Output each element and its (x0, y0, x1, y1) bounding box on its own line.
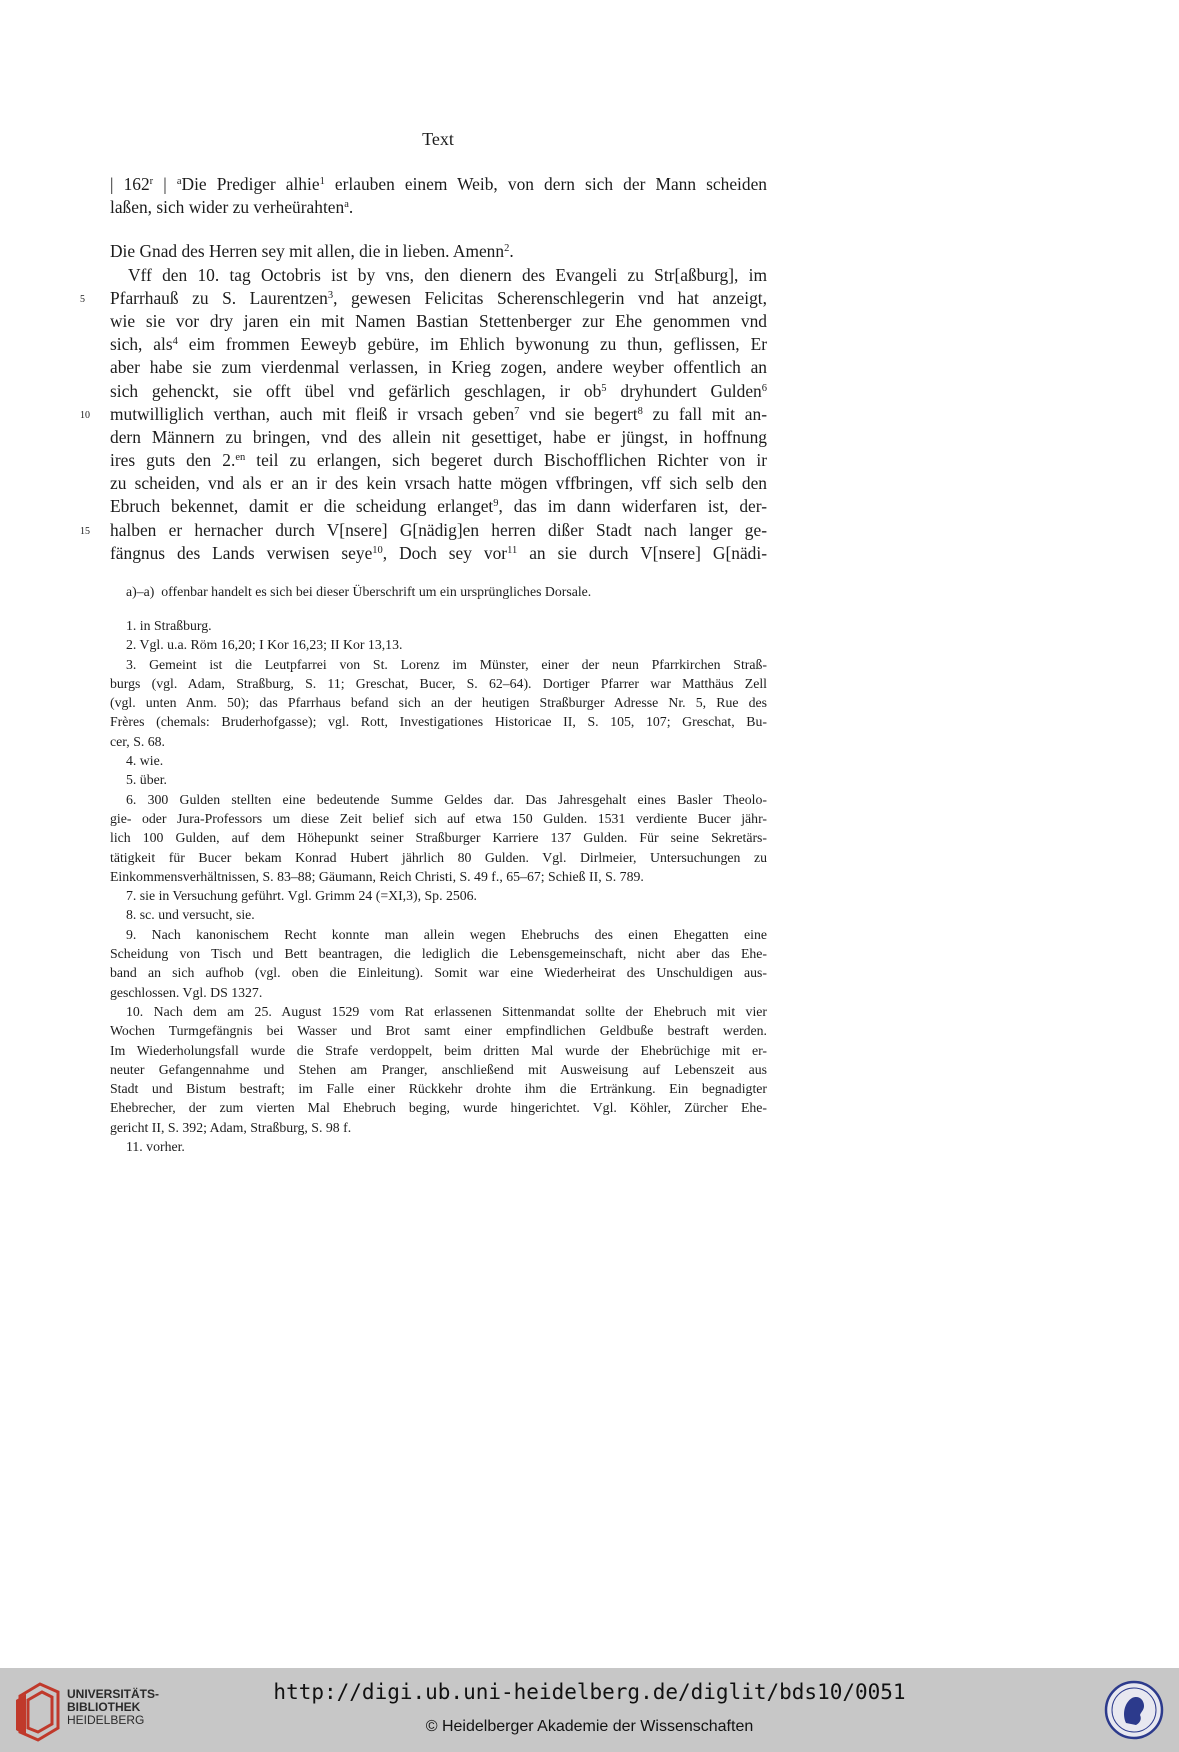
copyright-notice: © Heidelberger Akademie der Wissenschaften (425, 1718, 754, 1735)
running-title: Text (422, 129, 454, 149)
line-number: 10 (80, 409, 90, 421)
footnote: 10. Nach dem am 25. August 1529 vom Rat erlassenen Sittenmandat sollte der Ehebruch mit vier (126, 1003, 767, 1019)
text-line: laßen, sich wider zu verheürahten$^a$. (110, 197, 354, 218)
text-line: | 162$^r$ | $^a$Die Prediger alhie$^1$ erlauben einem Weib, von dern sich der Mann scheiden (110, 174, 767, 194)
permalink-url[interactable]: http://digi.ub.uni-heidelberg.de/diglit/bds10/0051 (273, 1680, 906, 1704)
footnote-line: burgs (vgl. Adam, Straßburg, S. 11; Greschat, Bucer, S. 62–64). Dortiger Pfarrer war Matthäus Zell (110, 675, 767, 691)
text-line: ires guts den 2.$^{en}$ teil zu erlangen, sich begeret durch Bischofflichen Richter von ir (110, 450, 768, 471)
footnote: 9. Nach kanonischem Recht konnte man allein wegen Ehebruchs des einen Ehegatten eine (126, 926, 767, 942)
footnote: 7. sie in Versuchung geführt. Vgl. Grimm 24 (=XI,3), Sp. 2506. (126, 888, 478, 904)
footnote: 11. vorher. (126, 1139, 185, 1155)
footnote-line: gericht II, S. 392; Adam, Straßburg, S. 98 f. (110, 1119, 352, 1135)
critical-apparatus: a)–a) offenbar handelt es sich bei dieser Überschrift um ein ursprüngliches Dorsale. (126, 584, 592, 599)
text-line: 15 halben er hernacher durch V[nsere] G[nädig]en herren dißer Stadt nach langer ge- (110, 519, 767, 542)
footnote: 6. 300 Gulden stellten eine bedeutende Summe Geldes dar. Das Jahresgehalt eines Basler Theolo- (126, 791, 767, 807)
footnote-line: cer, S. 68. (110, 733, 166, 749)
footnote-line: band an sich aufhob (vgl. oben die Einleitung). Somit war eine Wiederheirat des Unschuldigen aus- (110, 965, 767, 981)
footnote-line: neuter Gefangennahme und Stehen am Pranger, anschließend mit Ausweisung auf Lebenszeit aus (110, 1061, 767, 1077)
text-line: 10 mutwilliglich verthan, auch mit fleiß ir vrsach geben$^7$ vnd sie begert$^8$ zu fall mit an- (110, 403, 767, 426)
library-name: UNIVERSITÄTS- BIBLIOTHEK HEIDELBERG (67, 1687, 160, 1727)
footnote: 5. über. (126, 772, 167, 788)
line-number: 15 (80, 525, 90, 537)
footnote-line: Wochen Turmgefängnis bei Wasser und Brot samt einer empfindlichen Geldbuße bestraft werden. (110, 1023, 767, 1039)
text-line: zu scheiden, vnd als er an ir des kein vrsach hatte mögen vffbringen, vff sich selb den (110, 473, 767, 494)
text-line: Ebruch bekennet, damit er die scheidung erlanget$^9$, das im dann widerfaren ist, der- (110, 496, 767, 517)
text-line: wie sie vor dry jaren ein mit Namen Bastian Stettenberger zur Ehe genommen vnd (110, 310, 767, 331)
footnote-line: geschlossen. Vgl. DS 1327. (110, 984, 263, 1000)
text-line: aber habe sie zum vierdenmal verlassen, in Krieg zogen, andere weyber offentlich an (110, 357, 767, 378)
footnote-line: tätigkeit für Bucer bekam Konrad Hubert jährlich 80 Gulden. Vgl. Dirlmeier, Untersuchungen zu (110, 849, 767, 865)
text-line: dern Männern zu bringen, vnd des allein nit gesettiget, habe er jüngst, in hoffnung (110, 426, 767, 447)
footnote: 1. in Straßburg. (126, 618, 212, 633)
footnotes-block (110, 616, 767, 1156)
text-line: fängnus des Lands verwisen seye$^{10}$, Doch sey vor$^{11}$ an sie durch V[nsere] G[nädi- (110, 542, 767, 563)
main-text-block (80, 173, 768, 565)
footnote: 2. Vgl. u.a. Röm 16,20; I Kor 16,23; II Kor 13,13. (126, 637, 403, 653)
line-number: 5 (80, 293, 85, 305)
footnote-line: lich 100 Gulden, auf dem Höhepunkt seiner Straßburger Karriere 137 Gulden. Für seine Sekretärs- (110, 830, 767, 846)
footnote: 4. wie. (126, 753, 164, 769)
text-line: sich, als$^4$ eim frommen Eeweyb gebüre, im Ehlich bywonung zu thun, geflissen, Er (110, 334, 767, 355)
text-line: Vff den 10. tag Octobris ist by vns, den dienern des Evangeli zu Str[aßburg], im (128, 264, 767, 285)
footnote-line: Scheidung von Tisch und Bett beantragen, die lediglich die Lebensgemeinschaft, nicht aber das Ehe- (110, 946, 767, 962)
footer-bar (0, 1668, 1179, 1752)
footnote-line: Ehebrecher, der zum vierten Mal Ehebruch beging, wurde hingerichtet. Vgl. Köhler, Zürcher Ehe- (110, 1100, 767, 1116)
greeting-line: Die Gnad des Herren sey mit allen, die in lieben. Amenn$^2$. (110, 241, 514, 262)
footnote-line: Einkommensverhältnissen, S. 83–88; Gäumann, Reich Christi, S. 49 f., 65–67; Schieß II, S. 789. (110, 868, 644, 884)
text-line: sich gehenckt, sie offt übel vnd gefärlich geschlagen, ir $ob^5$ dryhundert Gulden$^6$ (110, 380, 767, 401)
text-line: 5 Pfarrhauß zu S. Laurentzen$^3$, gewesen Felicitas Scherenschlegerin vnd hat anzeigt, (110, 287, 767, 310)
footnote: 8. sc. und versucht, sie. (126, 907, 255, 923)
footnote-line: Frères (chemals: Bruderhofgasse); vgl. Rott, Investigationes Historicae II, S. 105, 107; Greschat, Bu- (110, 714, 767, 730)
footnote-line: gie- oder Jura-Professors um diese Zeit belief sich auf etwa 150 Gulden. 1531 verdiente Bucer jähr- (110, 810, 767, 826)
footnote-line: Im Wiederholungsfall wurde die Strafe verdoppelt, beim dritten Mal wurde der Ehebrüchige mit er- (110, 1042, 767, 1058)
footnote: 3. Gemeint ist die Leutpfarrei von St. Lorenz im Münster, einer der neun Pfarrkirchen Straß- (126, 656, 767, 672)
footnote-line: Stadt und Bistum bestraft; im Falle einer Rückkehr drohte ihm die Ertränkung. Ein begnadigter (110, 1081, 767, 1097)
footnote-line: (vgl. unten Anm. 50); das Pfarrhaus befand sich an der heutigen Straßburger Adresse Nr. 5, Rue des (110, 695, 767, 711)
academy-seal-icon (1104, 1679, 1164, 1741)
